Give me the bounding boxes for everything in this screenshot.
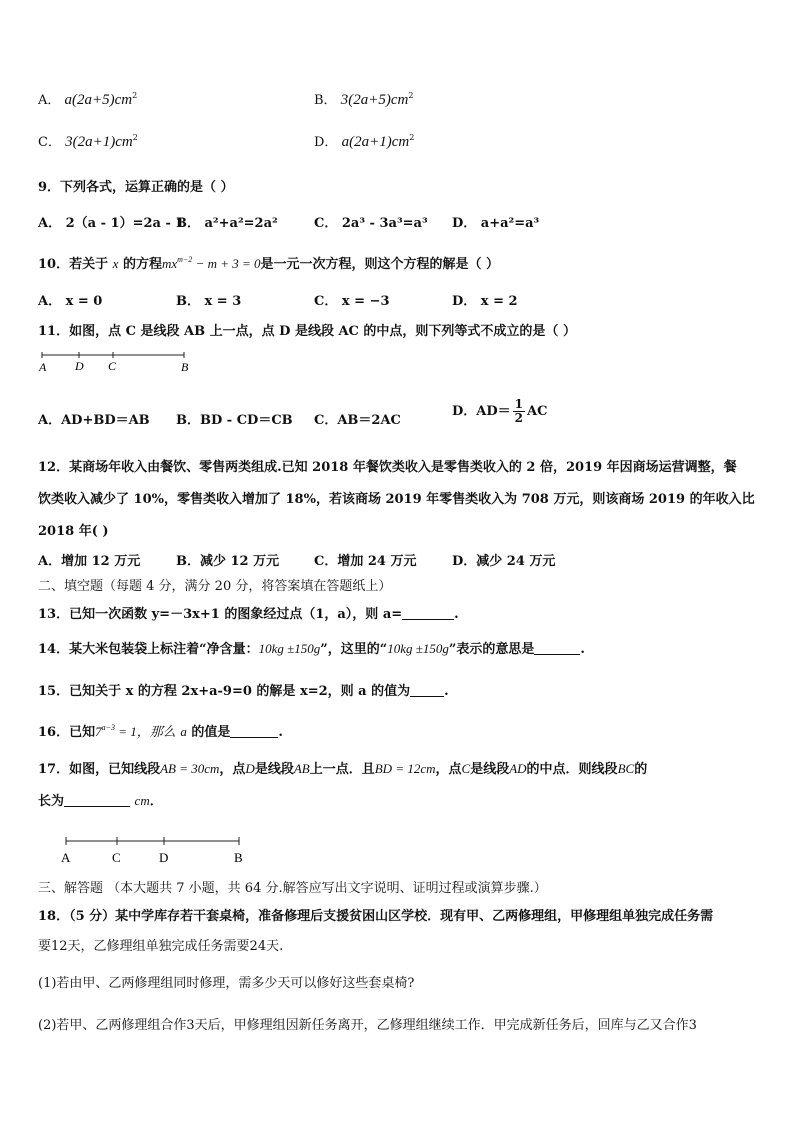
option-label: C．: [38, 135, 61, 150]
answer-blank[interactable]: [402, 607, 454, 620]
stem-text: 17．如图，已知线段: [38, 762, 161, 777]
q11-segment-figure: [36, 346, 196, 376]
stem-text: 是线段: [254, 762, 294, 777]
answer-blank[interactable]: [64, 794, 130, 807]
option-label: A．: [38, 93, 61, 108]
math-var: AD: [509, 761, 527, 776]
math-expr: AB = 30cm: [160, 761, 220, 776]
q16: [38, 721, 283, 740]
option-expr: 3(2a+1)cm: [65, 134, 133, 150]
math-sup: a−3: [101, 723, 115, 732]
math-expr: BD = 12cm: [374, 761, 436, 776]
answer-blank[interactable]: [230, 725, 278, 738]
option-sup: 2: [132, 91, 138, 100]
section2-heading: 二、填空题（每题 4 分，满分 20 分，将答案填在答题纸上）: [38, 579, 392, 594]
label-b: B: [234, 850, 243, 865]
q9-stem: 9．下列各式，运算正确的是（ ）: [38, 180, 234, 195]
q8-option-d: [314, 131, 414, 151]
math-var: BC: [617, 761, 635, 776]
option-label: B．: [314, 93, 337, 108]
label-a: A: [61, 850, 71, 865]
stem-text: 的中点．则线段: [526, 762, 618, 777]
q18-line1: 18．（5 分）某中学库存若干套桌椅，准备修理后支援贫困山区学校．现有甲、乙两修理组，甲修理组单独完成任务需: [38, 909, 714, 924]
stem-text: ．: [149, 794, 163, 809]
q15: [38, 680, 449, 699]
option-label: D．: [314, 135, 338, 150]
stem-text: 15．已知关于 x 的方程 2x+a-9=0 的解是 x=2，则 a 的值为: [38, 684, 411, 699]
q10-option-a: A． x = 0: [38, 294, 103, 309]
label-b: B: [181, 360, 189, 374]
label-a: A: [39, 360, 47, 374]
q11-option-d: [452, 398, 547, 425]
label-d: D: [159, 850, 169, 865]
math-sup: m−2: [177, 255, 193, 264]
stem-text: 14．某大米包装袋上标注着“净含量：: [38, 642, 259, 657]
label-d: D: [75, 359, 84, 373]
denominator: 2: [514, 411, 523, 425]
q10-option-b: B． x = 3: [176, 294, 242, 309]
q10-option-d: D． x = 2: [452, 294, 518, 309]
q12-line2: 饮类收入减少了 10%，零售类收入增加了 18%，若该商场 2019 年零售类收入为 708 万元，则该商场 2019 的年收入比: [38, 492, 755, 507]
stem-text: ”表示的意思是: [448, 642, 535, 657]
stem-text: .: [278, 725, 283, 740]
stem-text: ”，这里的“: [320, 642, 388, 657]
option-expr: a(2a+1)cm: [341, 134, 410, 150]
section3-heading: 三、解答题 （本大题共 7 小题，共 64 分.解答应写出文字说明、证明过程或演算步骤.）: [38, 881, 547, 896]
q8-option-c: [38, 131, 138, 151]
option-text: AC: [527, 404, 548, 419]
unit: cm: [134, 793, 150, 808]
label-c: C: [108, 359, 117, 373]
q8-option-a: [38, 89, 137, 109]
option-sup: 2: [408, 91, 414, 100]
answer-blank[interactable]: [534, 642, 580, 655]
fraction: [513, 398, 525, 425]
option-sup: 2: [409, 133, 415, 142]
q11-stem: 11．如图，点 C 是线段 AB 上一点，点 D 是线段 AC 的中点，则下列等式不成立的是（ ）: [38, 324, 576, 339]
q12-option-c: C．增加 24 万元: [314, 554, 417, 569]
stem-text: 13．已知一次函数 y=－3x+1 的图象经过点（1，a），则 a=: [38, 607, 403, 622]
option-sup: 2: [132, 133, 138, 142]
stem-text: 的值是: [191, 725, 231, 740]
math-var: AB: [293, 761, 310, 776]
q12-line3: 2018 年( ): [38, 524, 109, 539]
math-expr: 10kg ±150g: [387, 641, 449, 656]
q10-option-c: C． x = −3: [314, 294, 390, 309]
math-expr: − m + 3 = 0: [192, 256, 261, 271]
label-c: C: [112, 850, 121, 865]
math-var: a: [180, 724, 187, 739]
q13: [38, 603, 459, 622]
q12-option-b: B．减少 12 万元: [176, 554, 280, 569]
answer-blank[interactable]: [410, 684, 444, 697]
stem-text: .: [444, 684, 449, 699]
q11-option-a: A．AD+BD＝AB: [38, 413, 150, 428]
q12-option-d: D．减少 24 万元: [452, 554, 556, 569]
q9-option-d: D． a+a²=a³: [452, 216, 540, 231]
stem-text: 是线段: [470, 762, 510, 777]
math-expr: 10kg ±150g: [258, 641, 321, 656]
q11-option-b: B．BD - CD＝CB: [176, 413, 293, 428]
stem-text: 的: [634, 762, 648, 777]
math-var: D: [245, 761, 255, 776]
stem-text: 是一元一次方程，则这个方程的解是（ ）: [260, 257, 500, 272]
math-base: 7: [95, 724, 102, 739]
q12-option-a: A．增加 12 万元: [38, 554, 141, 569]
q9-option-a: A． 2（a - 1）=2a - 1: [38, 216, 185, 231]
stem-text: .: [580, 642, 585, 657]
q11-option-c: C．AB＝2AC: [314, 413, 401, 428]
numerator: 1: [514, 397, 523, 411]
q17-line2: [38, 790, 163, 809]
q12-line1: 12．某商场年收入由餐饮、零售两类组成.已知 2018 年餐饮类收入是零售类收入的 2 倍，2019 年因商场运营调整，餐: [38, 460, 737, 475]
option-text: D．AD＝: [452, 404, 511, 419]
stem-text: 的方程: [122, 257, 162, 272]
q9-option-c: C． 2a³ - 3a³=a³: [314, 216, 428, 231]
q9-option-b: B． a²+a²=2a²: [176, 216, 278, 231]
q18-part2: (2)若甲、乙两修理组合作3天后，甲修理组因新任务离开，乙修理组继续工作．甲完成新任务后，回库与乙又合作3: [38, 1018, 697, 1033]
q18-part1: (1)若由甲、乙两修理组同时修理，需多少天可以修好这些套桌椅?: [38, 976, 415, 991]
stem-text: 16．已知: [38, 725, 96, 740]
stem-text: .: [454, 607, 459, 622]
stem-text: 上一点．且: [309, 762, 375, 777]
math-var: x: [112, 256, 119, 271]
q17-line1: [38, 758, 647, 777]
math-var: C: [461, 761, 471, 776]
q18-line2: 要12天，乙修理组单独完成任务需要24天.: [38, 939, 284, 954]
stem-text: ，点: [219, 762, 246, 777]
math-expr: mx: [161, 256, 178, 271]
q17-segment-figure: [58, 832, 258, 868]
q8-option-b: [314, 89, 413, 109]
q10-stem: [38, 253, 499, 272]
q14: [38, 638, 585, 657]
option-expr: a(2a+5)cm: [64, 92, 133, 108]
option-expr: 3(2a+5)cm: [340, 92, 409, 108]
stem-text: ，点: [435, 762, 462, 777]
stem-text: 10．若关于: [38, 257, 109, 272]
math-expr: = 1，那么: [115, 724, 176, 739]
stem-text: 长为: [38, 794, 65, 809]
